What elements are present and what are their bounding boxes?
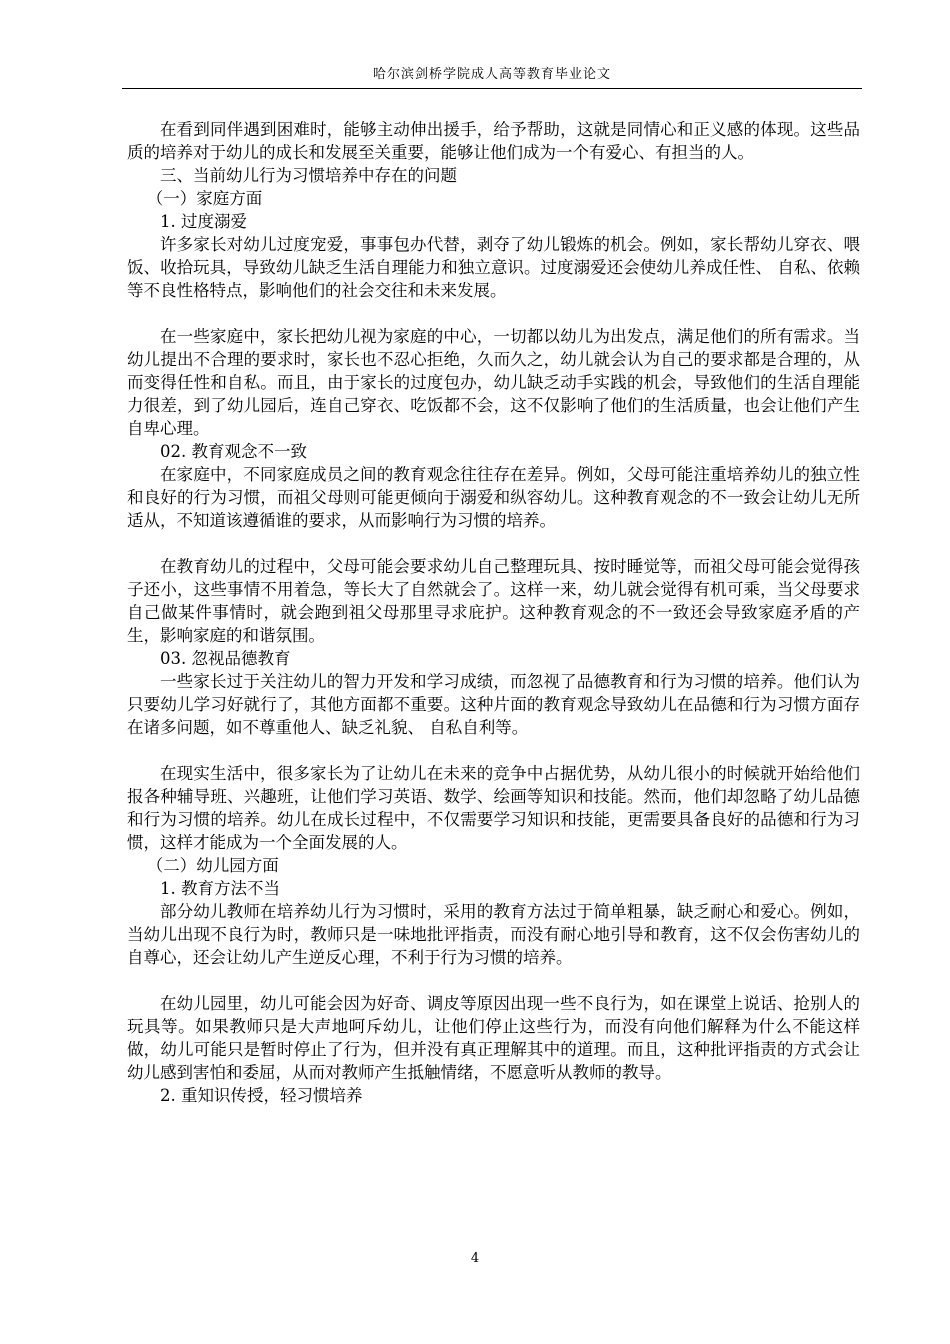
page-number: 4	[470, 1251, 480, 1266]
paragraph-overindulgence-2: 在一些家庭中，家长把幼儿视为家庭的中心，一切都以幼儿为出发点，满足他们的所有需求。当幼儿提出不合理的要求时，家长也不忍心拒绝，久而久之，幼儿就会认为自己的要求都是合理的，从而变得任性和自私。而且，由于家长的过度包办，幼儿缺乏动手实践的机会，导致他们的生活自理能力很差，到了幼儿园后，连自己穿衣、吃饭都不会，这不仅影响了他们的生活质量，也会让他们产生自卑心理。	[127, 327, 860, 438]
paragraph-methods-1: 部分幼儿教师在培养幼儿行为习惯时，采用的教育方法过于简单粗暴，缺乏耐心和爱心。例如，当幼儿出现不良行为时，教师只是一味地批评指责，而没有耐心地引导和教育，这不仅会伤害幼儿的自尊心，还会让幼儿产生逆反心理，不利于行为习惯的培养。	[127, 902, 860, 967]
document-body	[127, 118, 860, 1107]
subsection-heading-kindergarten: （二）幼儿园方面	[146, 856, 279, 875]
paragraph-spacer	[127, 532, 860, 555]
paragraph-spacer	[127, 969, 860, 992]
item-heading-inconsistent-views: 02. 教育观念不一致	[160, 442, 307, 461]
paragraph-inconsistent-2: 在教育幼儿的过程中，父母可能会要求幼儿自己整理玩具、按时睡觉等，而祖父母可能会觉得孩子还小，这些事情不用着急，等长大了自然就会了。这样一来，幼儿就会觉得有机可乘，当父母要求自己做某件事情时，就会跑到祖父母那里寻求庇护。这种教育观念的不一致还会导致家庭矛盾的产生，影响家庭的和谐氛围。	[127, 557, 860, 645]
paragraph-spacer	[127, 302, 860, 325]
paragraph-inconsistent-1: 在家庭中，不同家庭成员之间的教育观念往往存在差异。例如，父母可能注重培养幼儿的独立性和良好的行为习惯，而祖父母则可能更倾向于溺爱和纵容幼儿。这种教育观念的不一致会让幼儿无所适从，不知道该遵循谁的要求，从而影响行为习惯的培养。	[127, 465, 860, 530]
paragraph-spacer	[127, 739, 860, 762]
section-heading-problems: 三、当前幼儿行为习惯培养中存在的问题	[160, 166, 457, 185]
item-heading-knowledge-over-habits: 2. 重知识传授，轻习惯培养	[160, 1086, 363, 1105]
paragraph-moral-2: 在现实生活中，很多家长为了让幼儿在未来的竞争中占据优势，从幼儿很小的时候就开始给他们报各种辅导班、兴趣班，让他们学习英语、数学、绘画等知识和技能。然而，他们却忽略了幼儿品德和行为习惯的培养。幼儿在成长过程中，不仅需要学习知识和技能，更需要具备良好的品德和行为习惯，这样才能成为一个全面发展的人。	[127, 764, 860, 852]
paragraph-methods-2: 在幼儿园里，幼儿可能会因为好奇、调皮等原因出现一些不良行为，如在课堂上说话、抢别人的玩具等。如果教师只是大声地呵斥幼儿，让他们停止这些行为，而没有向他们解释为什么不能这样做，幼儿可能只是暂时停止了行为，但并没有真正理解其中的道理。而且，这种批评指责的方式会让幼儿感到害怕和委屈，从而对教师产生抵触情绪，不愿意听从教师的教导。	[127, 994, 860, 1082]
subsection-heading-family: （一）家庭方面	[146, 189, 263, 208]
paragraph-moral-1: 一些家长过于关注幼儿的智力开发和学习成绩，而忽视了品德教育和行为习惯的培养。他们认为只要幼儿学习好就行了，其他方面都不重要。这种片面的教育观念导致幼儿在品德和行为习惯方面存在诸多问题，如不尊重他人、缺乏礼貌、 自私自利等。	[127, 672, 860, 737]
page-header-title: 哈尔滨剑桥学院成人高等教育毕业论文	[372, 67, 611, 82]
item-heading-moral-education: 03. 忽视品德教育	[160, 649, 291, 668]
item-heading-overindulgence: 1. 过度溺爱	[160, 212, 247, 231]
paragraph-empathy: 在看到同伴遇到困难时，能够主动伸出援手，给予帮助，这就是同情心和正义感的体现。这些品质的培养对于幼儿的成长和发展至关重要，能够让他们成为一个有爱心、有担当的人。	[127, 120, 860, 162]
header-divider	[122, 88, 862, 89]
paragraph-overindulgence-1: 许多家长对幼儿过度宠爱，事事包办代替，剥夺了幼儿锻炼的机会。例如，家长帮幼儿穿衣、喂饭、收拾玩具，导致幼儿缺乏生活自理能力和独立意识。过度溺爱还会使幼儿养成任性、 自私、依赖等不良性格特点，影响他们的社会交往和未来发展。	[127, 235, 860, 300]
item-heading-improper-methods: 1. 教育方法不当	[160, 879, 280, 898]
